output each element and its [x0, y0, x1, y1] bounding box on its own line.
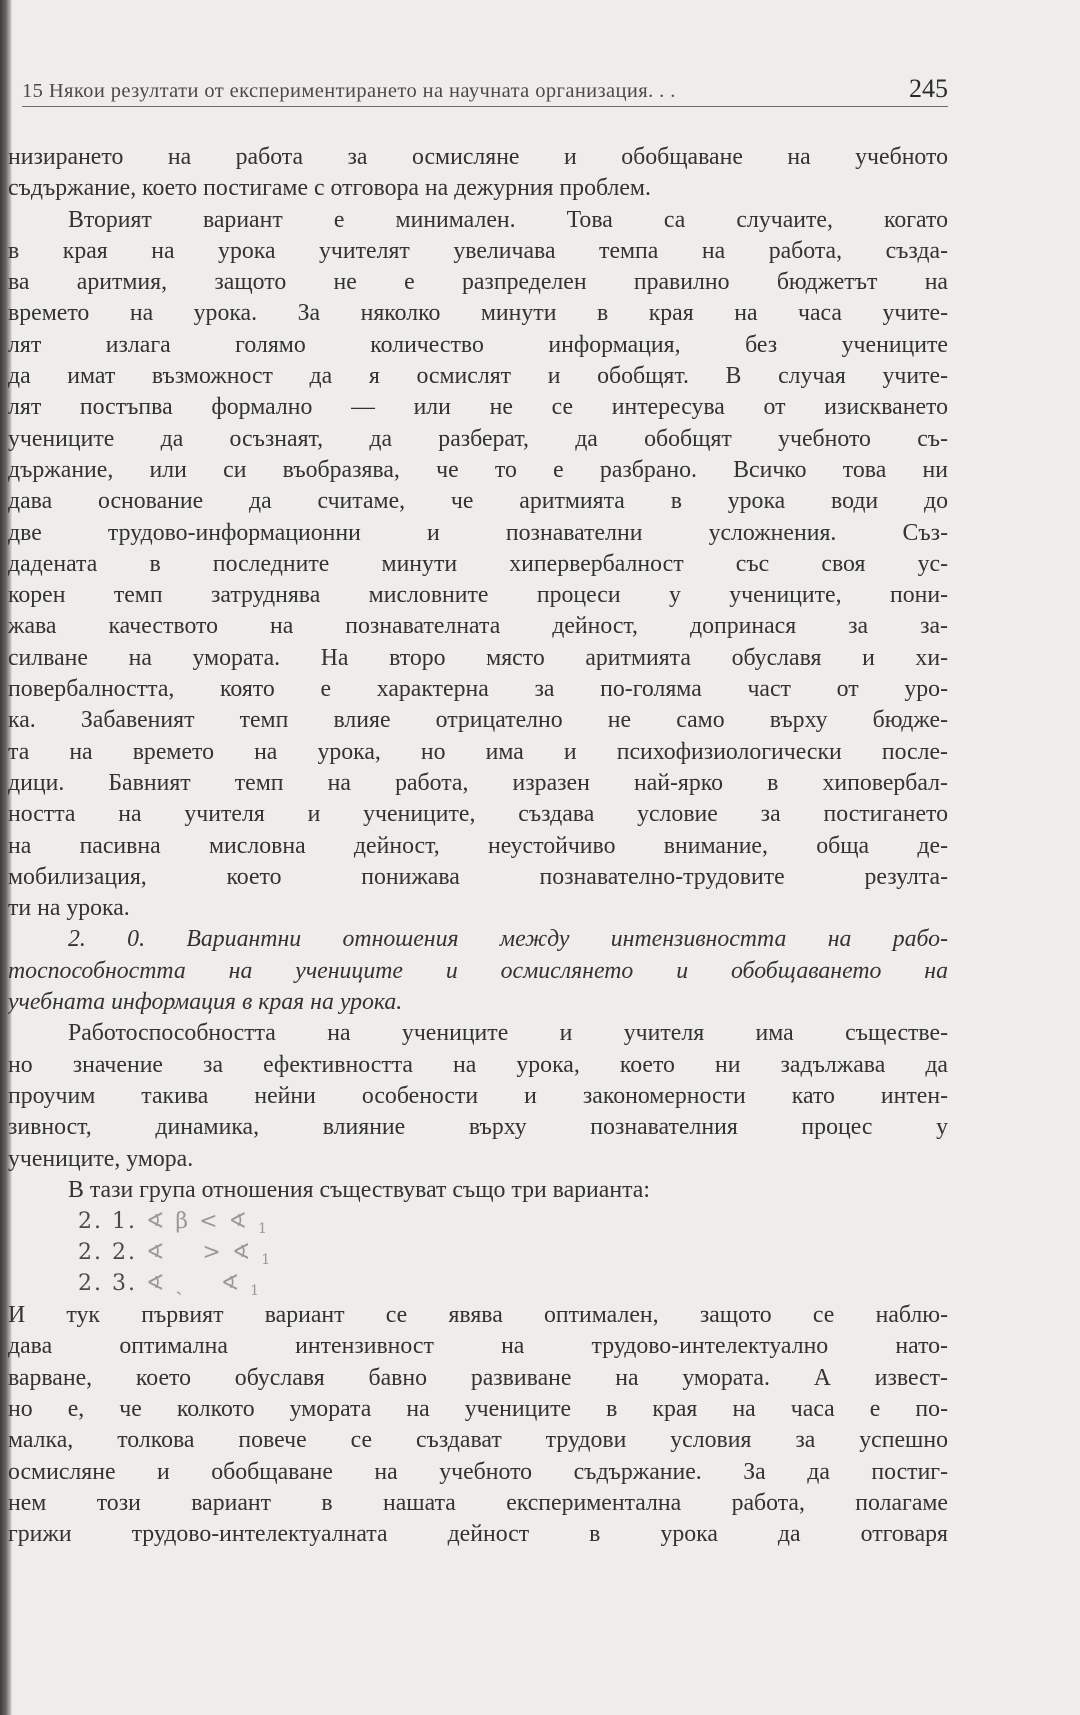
running-header: [22, 74, 948, 104]
text-line: но е, че колкото умората на учениците в края на часа е по-: [8, 1395, 948, 1422]
text-line: корен темп затруднява мисловните процеси у учениците, пони-: [8, 582, 948, 609]
paragraph-1: [8, 142, 948, 205]
paragraph-5: [8, 1300, 948, 1550]
text-line: проучим такива нейни особености и закономерности като интен-: [8, 1082, 948, 1109]
text-line: жава качеството на познавателната дейност, допринася за за-: [8, 613, 948, 640]
text-line: Работоспособността на учениците и учителя има съществе-: [68, 1020, 948, 1047]
text-line: държание, или си въобразява, че то е разбрано. Всичко това ни: [8, 456, 948, 483]
text-line: та на времето на урока, но има и психофизиологически после-: [8, 738, 948, 765]
heading-line: 2. 0. Вариантни отношения между интензивността на рабо-: [68, 926, 948, 953]
formula-expression: ∢ > ∢: [145, 1240, 253, 1266]
text-line: ността на учителя и учениците, създава условие за постигането: [8, 801, 948, 828]
text-line: малка, толкова повече се създават трудови условия за успешно: [8, 1427, 948, 1454]
text-line: повербалността, която е характерна за по-голяма част от уро-: [8, 676, 948, 703]
paragraph-3: [8, 1018, 948, 1174]
text-line: дици. Бавният темп на работа, изразен най-ярко в хиповербал-: [8, 769, 948, 796]
section-heading: [8, 924, 948, 1018]
text-line: силване на умората. На второ място аритмията обуславя и хи-: [8, 644, 948, 671]
text-line: на пасивна мисловна дейност, неустойчиво внимание, обща де-: [8, 832, 948, 859]
text-line: дава оптимална интензивност на трудово-интелектуално нато-: [8, 1333, 948, 1360]
text-line: ка. Забавеният темп влияе отрицателно не само върху бюдже-: [8, 707, 948, 734]
formula-row: [78, 1268, 261, 1307]
text-line: грижи трудово-интелектуалната дейност в урока да отговаря: [8, 1521, 948, 1548]
text-line: две трудово-информационни и познавателни усложнения. Съз-: [8, 519, 948, 546]
body-text: [8, 142, 948, 1550]
text-line: мобилизация, което понижава познавателно-трудовите резулта-: [8, 863, 948, 890]
formula-list: [8, 1206, 948, 1300]
page-number: 245: [909, 74, 948, 103]
formula-expression: ∢ ˏ ∢: [145, 1271, 242, 1297]
text-line: варване, което обуславя бавно развиване на умората. А извест-: [8, 1364, 948, 1391]
text-line: осмисляне и обобщаване на учебното съдържание. За да постиг-: [8, 1458, 948, 1485]
paragraph-2: [8, 205, 948, 925]
text-line: И тук първият вариант се явява оптимален, защото се наблю-: [8, 1302, 948, 1329]
text-line: лят излага голямо количество информация, без учениците: [8, 331, 948, 358]
text-line: В тази група отношения съществуват също три варианта:: [68, 1176, 650, 1203]
formula-subscript: 1: [257, 1221, 269, 1238]
header-rule: [22, 106, 948, 107]
text-line: в края на урока учителят увеличава темпа на работа, създа-: [8, 237, 948, 264]
text-line: дадената в последните минути хипервербалност със своя ус-: [8, 550, 948, 577]
text-line: нем този вариант в нашата експериментална работа, полагаме: [8, 1489, 948, 1516]
formula-subscript: 1: [261, 1252, 273, 1269]
paragraph-4: [8, 1175, 948, 1206]
text-line: зивност, динамика, влияние върху познавателния процес у: [8, 1114, 948, 1141]
formula-expression: ∢ β < ∢: [145, 1209, 249, 1235]
heading-line: учебната информация в края на урока.: [8, 989, 403, 1016]
formula-label: 2. 1.: [78, 1209, 137, 1235]
text-line: дава основание да считаме, че аритмията в урока води до: [8, 488, 948, 515]
text-line: но значение за ефективността на урока, което ни задължава да: [8, 1051, 948, 1078]
text-line: лят постъпва формално — или не се интересува от изискването: [8, 394, 948, 421]
text-line: ти на урока.: [8, 895, 130, 922]
text-line: учениците, умора.: [8, 1145, 194, 1172]
running-title: 15 Някои резултати от експериментирането на научната организация. . .: [22, 80, 676, 102]
formula-label: 2. 2.: [78, 1240, 137, 1266]
text-line: низирането на работа за осмисляне и обобщаване на учебното: [8, 144, 948, 170]
text-line: Вторият вариант е минимален. Това са случаите, когато: [68, 206, 948, 233]
text-line: съдържание, което постигаме с отговора на дежурния проблем.: [8, 175, 651, 202]
text-line: учениците да осъзнаят, да разберат, да обобщят учебното съ-: [8, 425, 948, 452]
formula-label: 2. 3.: [78, 1271, 137, 1297]
text-line: да имат възможност да я осмислят и обобщят. В случая учите-: [8, 363, 948, 390]
text-line: ва аритмия, защото не е разпределен правилно бюджетът на: [8, 269, 948, 296]
formula-subscript: 1: [250, 1283, 262, 1300]
heading-line: тоспособността на учениците и осмислянето и обобщаването на: [8, 957, 948, 984]
text-line: времето на урока. За няколко минути в края на часа учите-: [8, 300, 948, 327]
